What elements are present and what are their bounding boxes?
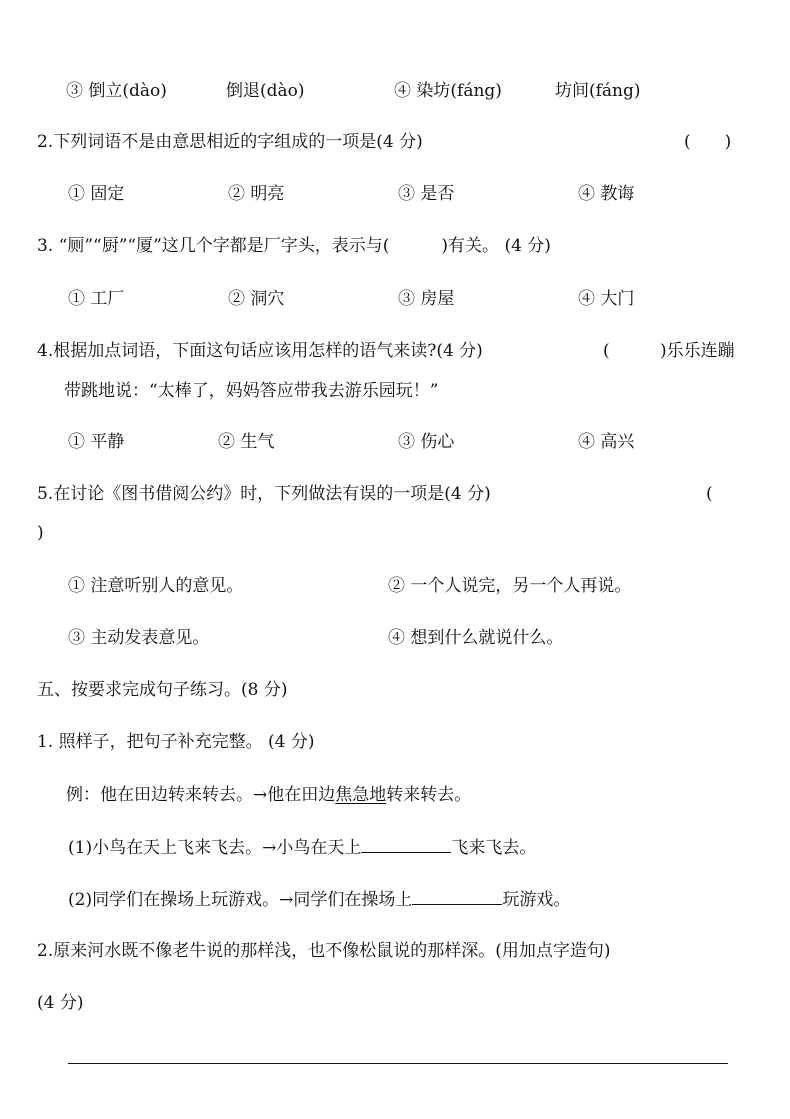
q2-option-3: ③ 是否 <box>398 184 455 204</box>
sentence-1-after: 飞来飞去。 <box>451 838 537 858</box>
sentence-1-blank[interactable] <box>361 836 451 853</box>
q5-stem: 5.在讨论《图书借阅公约》时，下列做法有误的一项是(4 分) <box>37 484 491 504</box>
sec5-example <box>66 784 471 806</box>
q1-option-3a: ③ 倒立(dào) <box>66 81 167 101</box>
q1-option-4b: 坊间(fáng) <box>555 81 641 101</box>
q5-paren-open: ( <box>706 484 713 504</box>
q4-option-2: ② 生气 <box>218 432 275 452</box>
answer-line[interactable] <box>68 1063 728 1064</box>
sec5-sentence-2 <box>68 888 570 911</box>
q5-option-1: ① 注意听别人的意见。 <box>68 576 244 596</box>
q2-option-2: ② 明亮 <box>228 184 285 204</box>
q2-answer-paren: ( ) <box>684 132 732 152</box>
q4-paren-open: ( <box>603 341 610 361</box>
q5-option-4: ④ 想到什么就说什么。 <box>388 628 564 648</box>
section-5-title: 五、按要求完成句子练习。(8 分) <box>37 680 288 700</box>
q5-paren-close: ) <box>37 523 44 543</box>
sentence-2-blank[interactable] <box>412 888 502 905</box>
example-after: 转来转去。 <box>386 785 472 805</box>
q5-option-3: ③ 主动发表意见。 <box>68 628 210 648</box>
example-underlined: 焦急地 <box>335 785 387 805</box>
q4-stem: 4.根据加点词语，下面这句话应该用怎样的语气来读?(4 分) <box>37 341 483 361</box>
q4-stem-line2: 带跳地说：“太棒了，妈妈答应带我去游乐园玩！” <box>64 381 439 401</box>
q3-stem-b: )有关。 (4 分) <box>441 236 551 256</box>
sentence-2-after: 玩游戏。 <box>502 890 571 910</box>
q3-stem-a: 3. “厕”“厨”“厦”这几个字都是厂字头，表示与( <box>37 236 390 256</box>
sentence-1-before: (1)小鸟在天上飞来飞去。→小鸟在天上 <box>68 838 362 858</box>
q3-option-4: ④ 大门 <box>578 289 635 309</box>
q4-option-4: ④ 高兴 <box>578 432 635 452</box>
sentence-2-before: (2)同学们在操场上玩游戏。→同学们在操场上 <box>68 890 413 910</box>
sec5-sentence-1 <box>68 836 536 859</box>
q4-option-3: ③ 伤心 <box>398 432 455 452</box>
q1-option-3b: 倒退(dào) <box>226 81 305 101</box>
q3-option-2: ② 洞穴 <box>228 289 285 309</box>
sec5-q2-stem: 2.原来河水既不像老牛说的那样浅，也不像松鼠说的那样深。(用加点字造句) <box>37 941 611 961</box>
q5-option-2: ② 一个人说完，另一个人再说。 <box>388 576 632 596</box>
q4-paren-close: )乐乐连蹦 <box>660 341 735 361</box>
sec5-q2-score: (4 分) <box>37 993 84 1013</box>
q1-option-4a: ④ 染坊(fáng) <box>394 81 502 101</box>
q3-stem <box>37 235 551 257</box>
q4-option-1: ① 平静 <box>68 432 125 452</box>
q2-option-1: ① 固定 <box>68 184 125 204</box>
example-before: 例：他在田边转来转去。→他在田边 <box>66 785 336 805</box>
q2-stem: 2.下列词语不是由意思相近的字组成的一项是(4 分) <box>37 132 423 152</box>
sec5-q1-stem: 1. 照样子，把句子补充完整。 (4 分) <box>37 732 315 752</box>
q2-option-4: ④ 教诲 <box>578 184 635 204</box>
q3-option-3: ③ 房屋 <box>398 289 455 309</box>
q3-option-1: ① 工厂 <box>68 289 125 309</box>
